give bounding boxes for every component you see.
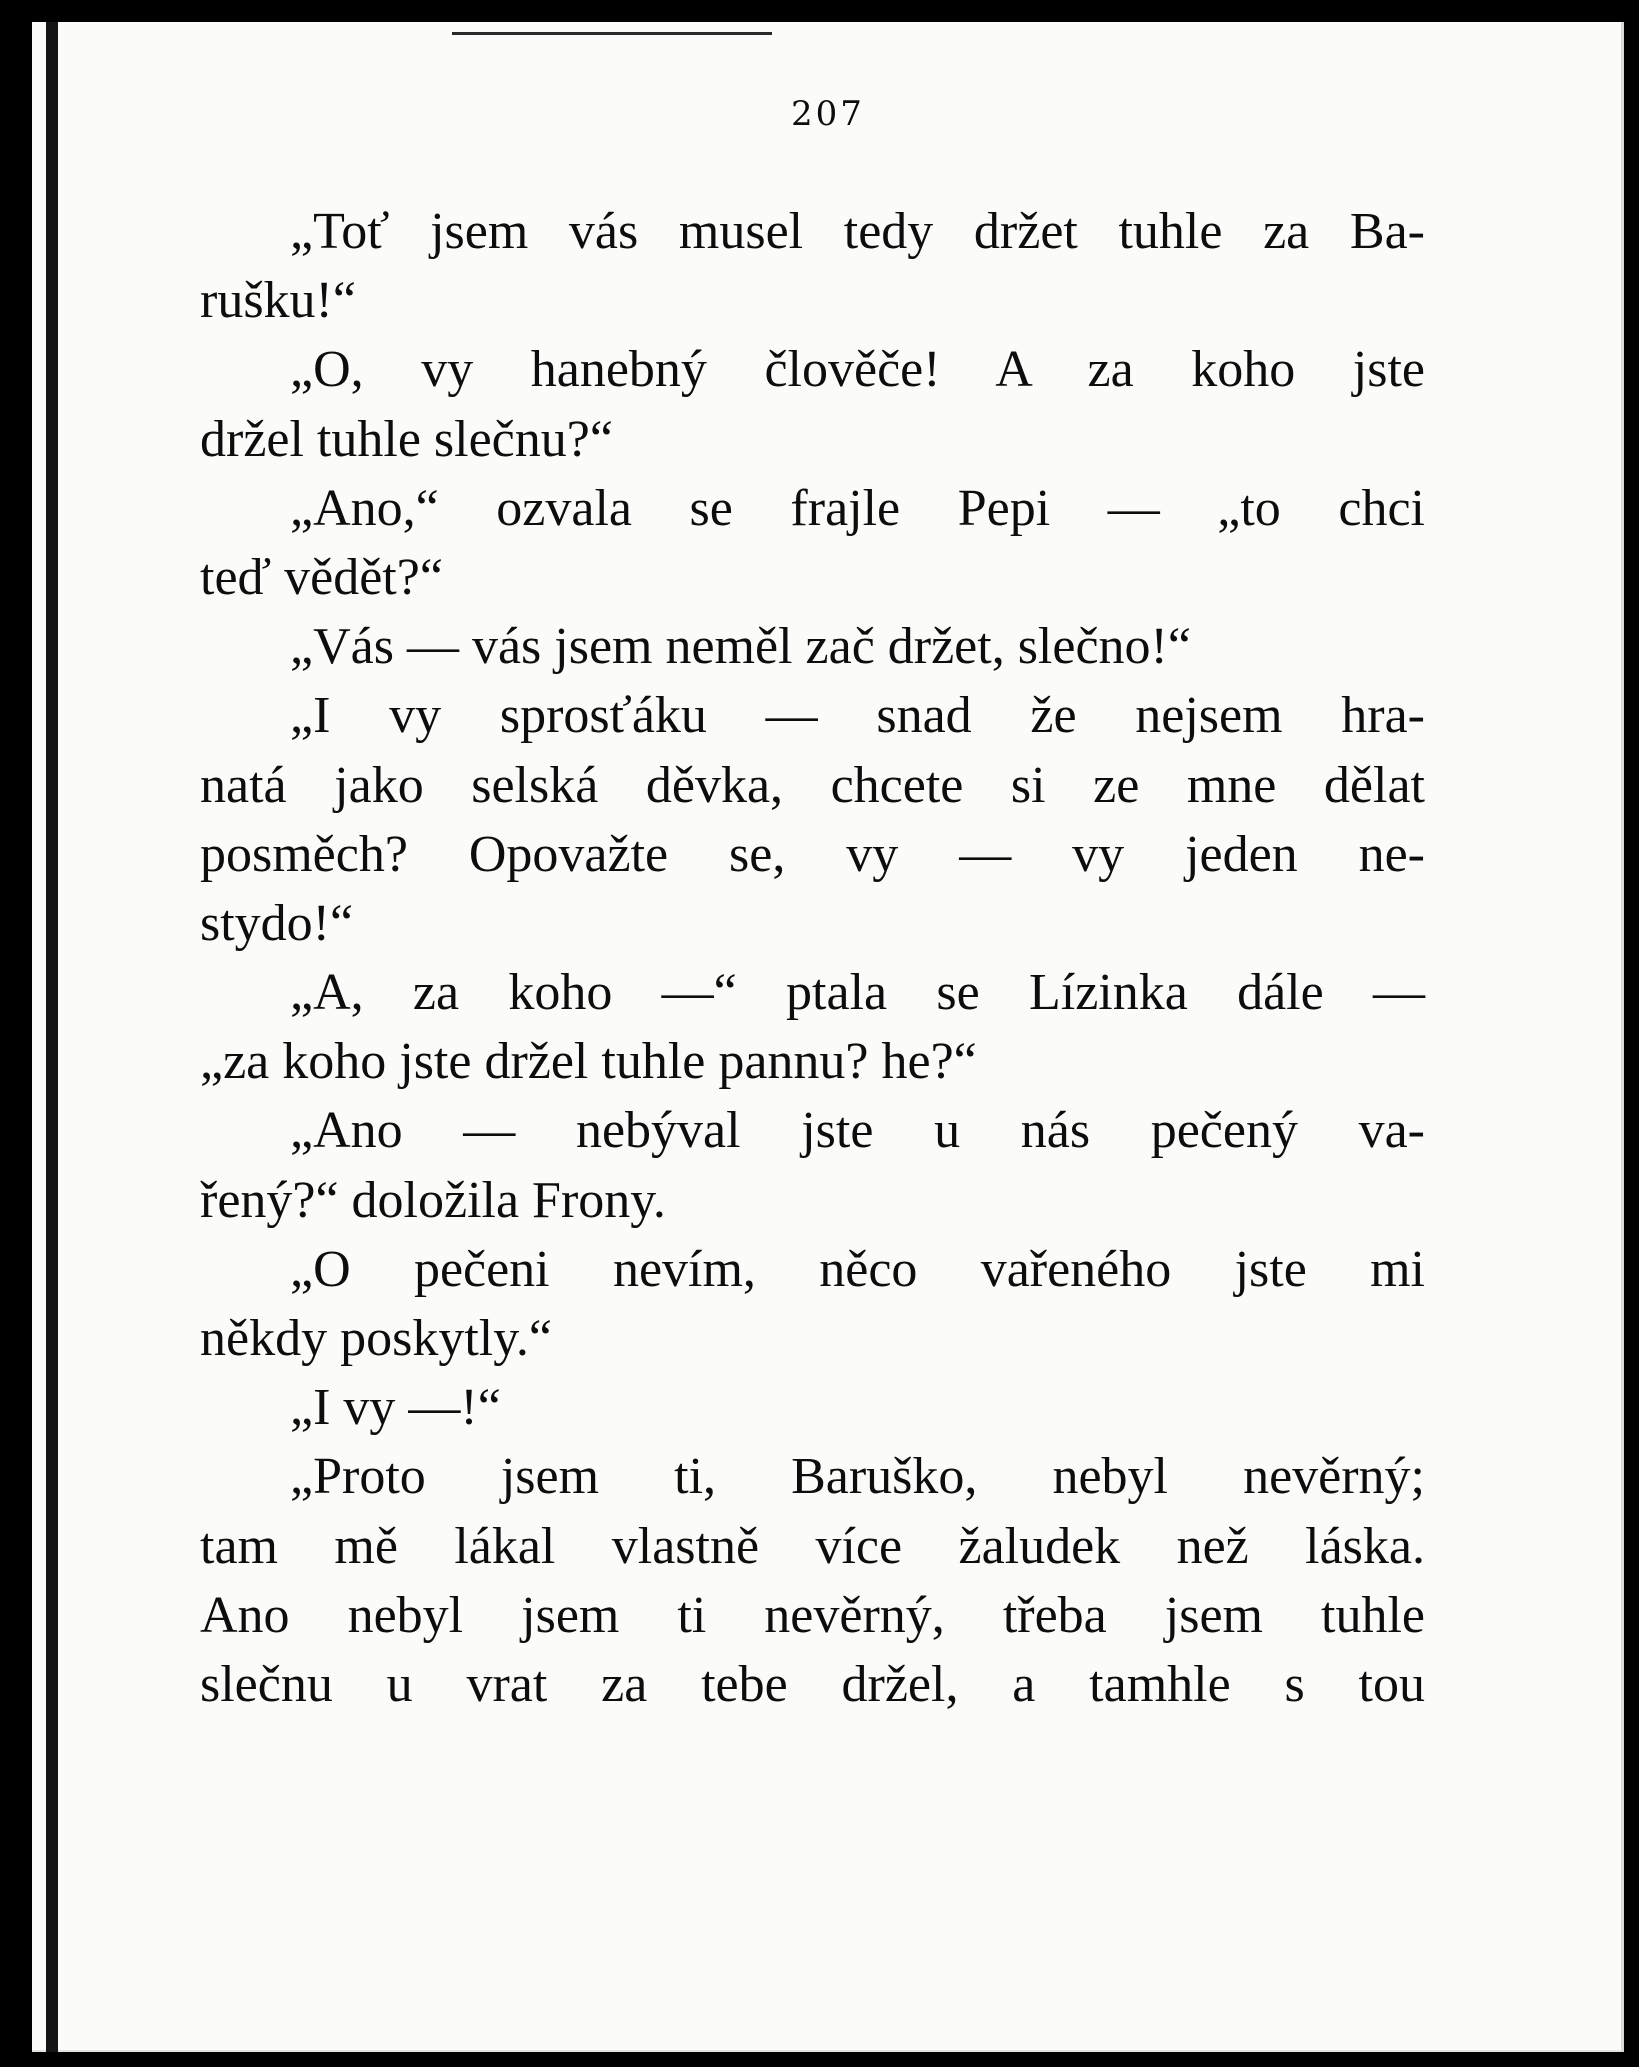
text-line: řený?“ doložila Frony. (200, 1171, 666, 1229)
page-number: 207 (791, 94, 865, 134)
text-line: tam mě lákal vlastně více žaludek než láska. (200, 1517, 1425, 1575)
binding-edge (46, 22, 58, 2052)
text-line: stydo!“ (200, 894, 354, 952)
text-line: posměch? Opovažte se, vy — vy jeden ne- (200, 825, 1425, 883)
text-line: „A, za koho —“ ptala se Lízinka dále — (290, 964, 1425, 1022)
text-line: slečnu u vrat za tebe držel, a tamhle s tou (200, 1655, 1425, 1713)
text-line: „O, vy hanebný člověče! A za koho jste (290, 341, 1425, 399)
text-line: „Ano,“ ozvala se frajle Pepi — „to chci (290, 479, 1425, 537)
text-line: teď vědět?“ (200, 548, 443, 606)
top-edge-mark (452, 32, 772, 35)
text-line: „O pečeni nevím, něco vařeného jste mi (290, 1240, 1425, 1298)
body-text (200, 197, 1425, 1719)
text-line: natá jako selská děvka, chcete si ze mne dělat (200, 756, 1425, 814)
text-line: Ano nebyl jsem ti nevěrný, třeba jsem tuhle (200, 1586, 1425, 1644)
text-line: „Ano — nebýval jste u nás pečený va- (290, 1102, 1425, 1160)
text-line: „I vy sprosťáku — snad že nejsem hra- (290, 687, 1425, 745)
text-line: „I vy —!“ (290, 1379, 501, 1437)
text-line: rušku!“ (200, 272, 356, 330)
book-page (32, 22, 1624, 2052)
text-line: „za koho jste držel tuhle pannu? he?“ (200, 1033, 977, 1091)
text-line: někdy poskytly.“ (200, 1310, 552, 1367)
text-line: „Proto jsem ti, Baruško, nebyl nevěrný; (290, 1448, 1425, 1506)
text-line: „Toť jsem vás musel tedy držet tuhle za Ba- (290, 203, 1425, 260)
text-line: držel tuhle slečnu?“ (200, 410, 613, 468)
text-line: „Vás — vás jsem neměl zač držet, slečno!“ (290, 618, 1191, 676)
